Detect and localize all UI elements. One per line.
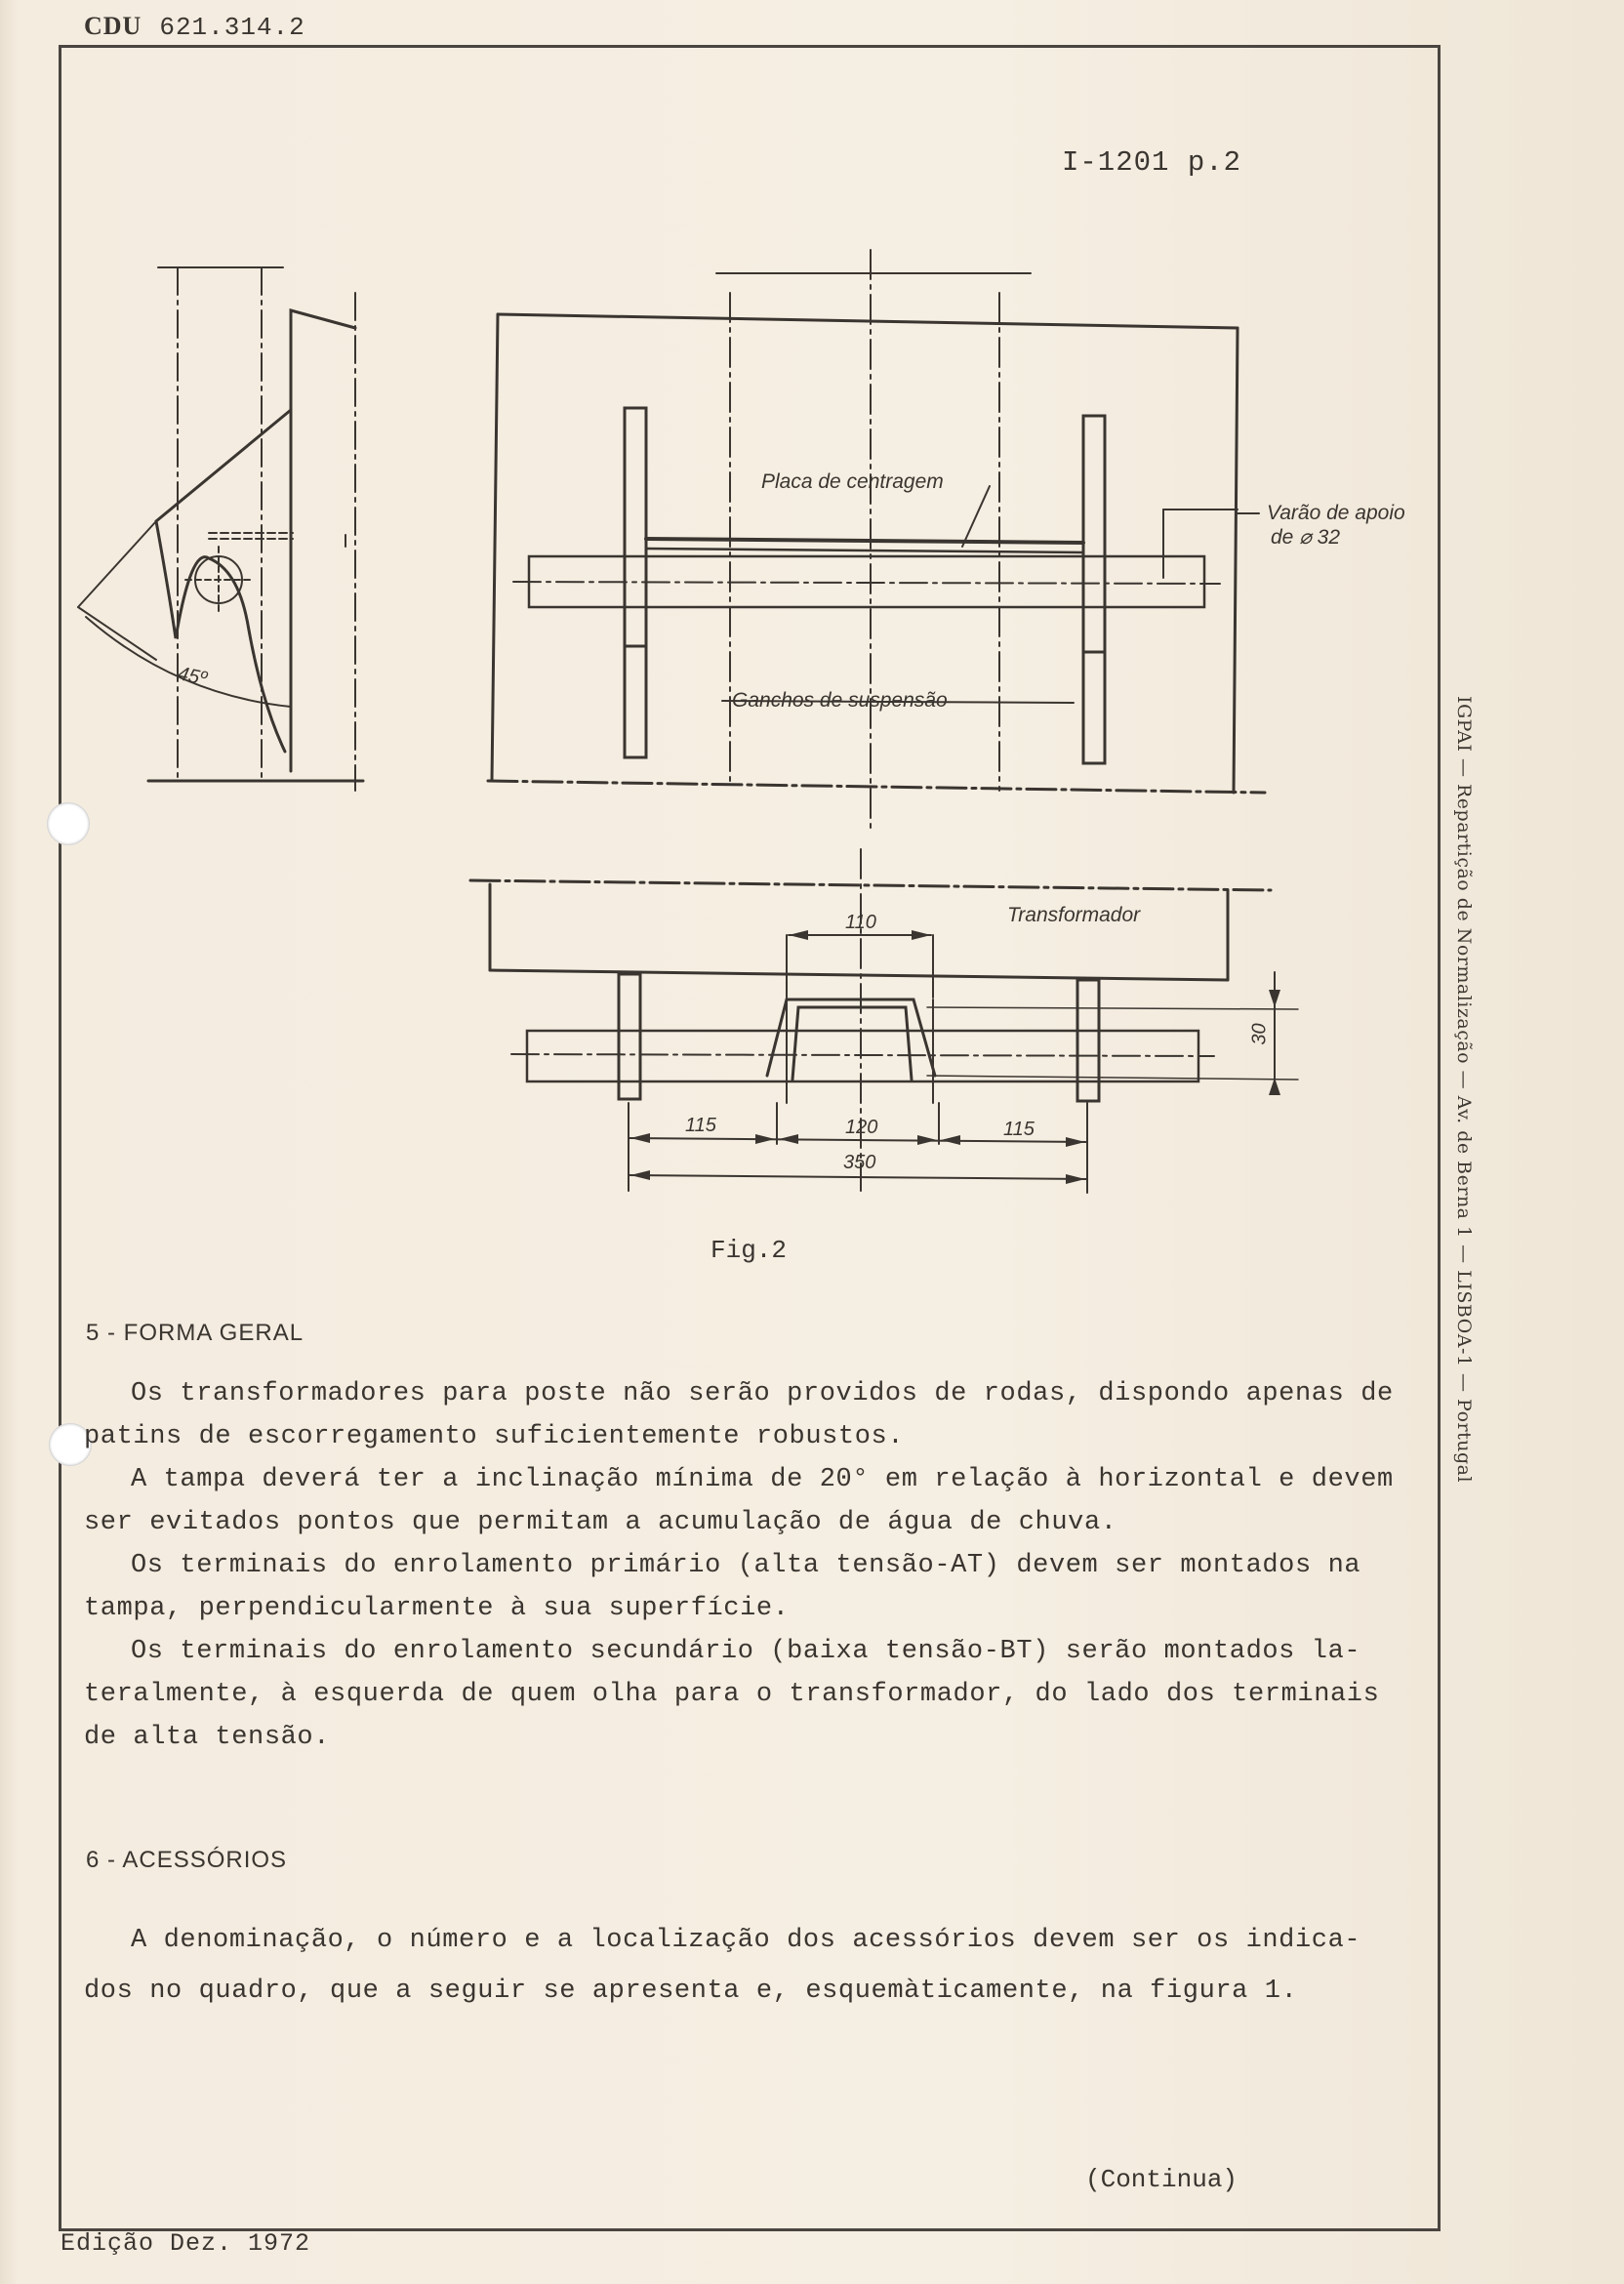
paragraph-line: patins de escorregamento suficientemente robustos. (84, 1422, 905, 1451)
paragraph-line: tampa, perpendicularmente à sua superfície. (84, 1594, 790, 1623)
cdu-number: 621.314.2 (159, 13, 305, 42)
side-view (78, 267, 363, 791)
paragraph-line: Os terminais do enrolamento primário (alta tensão-AT) devem ser montados na (131, 1551, 1361, 1580)
paragraph-line: Os transformadores para poste não serão providos de rodas, dispondo apenas de (131, 1379, 1394, 1408)
section-6-heading: 6 - ACESSÓRIOS (86, 1847, 288, 1873)
continuation-note: (Continua) (1085, 2165, 1238, 2194)
label-placa-centragem: Placa de centragem (761, 470, 944, 493)
section-6-body (84, 1915, 1360, 2017)
dimension-30: 30 (1248, 1023, 1271, 1045)
front-view (470, 849, 1298, 1193)
dimension-115-left: 115 (685, 1115, 716, 1136)
paragraph-line: Os terminais do enrolamento secundário (baixa tensão-BT) serão montados la- (131, 1637, 1361, 1666)
publisher-sidebar: IGPAI — Repartição de Normalização — Av. de Berna 1 — LISBOA-1 — Portugal (1453, 695, 1475, 1484)
top-view (488, 250, 1265, 830)
label-transformador: Transformador (1007, 904, 1141, 926)
figure-caption: Fig.2 (710, 1236, 788, 1265)
document-reference: I-1201 p.2 (1062, 146, 1242, 179)
paragraph-line: dos no quadro, que a seguir se apresenta e, esquemàticamente, na figura 1. (84, 1977, 1298, 2006)
section-5-heading: 5 - FORMA GERAL (86, 1320, 304, 1346)
dimension-110: 110 (845, 912, 876, 933)
paragraph-line: ser evitados pontos que permitam a acumulação de água de chuva. (84, 1508, 1117, 1537)
dimension-120: 120 (845, 1117, 878, 1138)
label-varao-line2: de ⌀ 32 (1271, 526, 1341, 549)
edition-footer: Edição Dez. 1972 (61, 2229, 311, 2258)
dimension-350: 350 (843, 1152, 876, 1173)
paragraph-line: de alta tensão. (84, 1723, 331, 1752)
paragraph-line: teralmente, à esquerda de quem olha para o transformador, do lado dos terminais (84, 1680, 1380, 1709)
paragraph-line: A denominação, o número e a localização dos acessórios devem ser os indica- (131, 1926, 1361, 1955)
cdu-label: CDU (84, 12, 142, 40)
label-ganchos-suspensao: Ganchos de suspensão (732, 689, 948, 712)
dimension-115-right: 115 (1003, 1119, 1035, 1140)
section-5-body (84, 1372, 1394, 1759)
angle-45: 45º (176, 663, 209, 690)
paragraph-line: A tampa deverá ter a inclinação mínima de 20° em relação à horizontal e devem (131, 1465, 1394, 1494)
label-varao-line1: Varão de apoio (1267, 502, 1405, 524)
